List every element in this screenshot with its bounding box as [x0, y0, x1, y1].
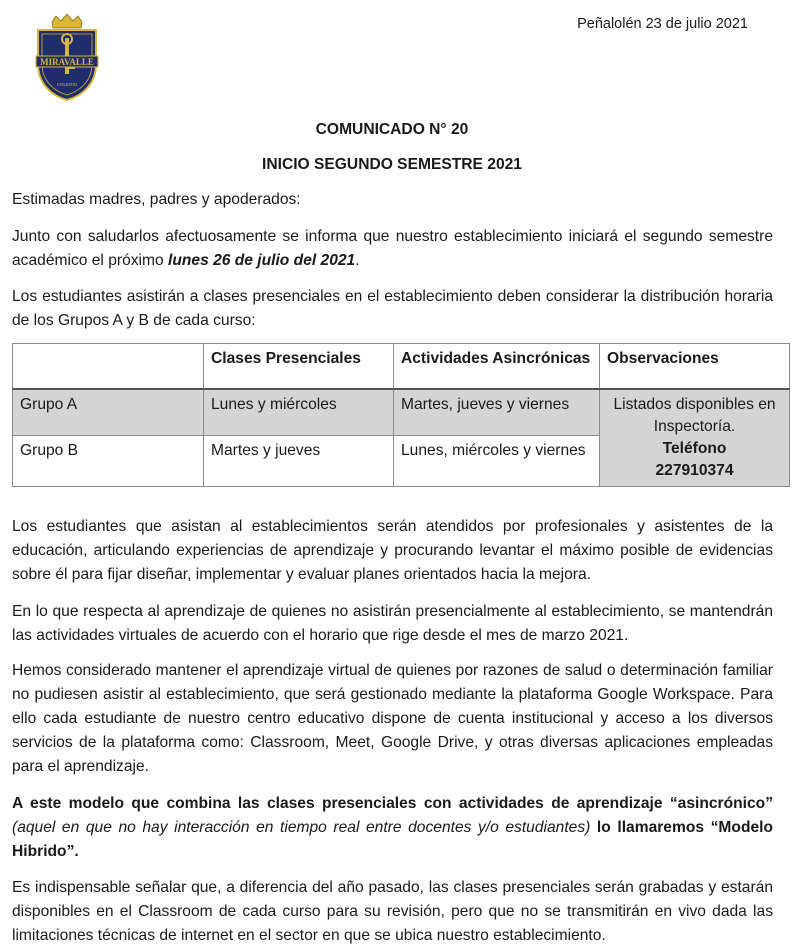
hybrid-text-c: lo llamaremos “Modelo Hibrido”. [12, 819, 773, 860]
paragraph-text: Junto con saludarlos afectuosamente se informa que nuestro establecimiento iniciará el segundo semestre académico el próximo [12, 228, 773, 269]
date-line: Peñalolén 23 de julio 2021 [577, 16, 748, 32]
paragraph-workspace: Hemos considerado mantener el aprendizaje virtual de quienes por razones de salud o determinación familiar no pudiesen asistir al establecimiento, que será gestionado mediante la plataforma Google Workspace. Para ello cada estudiante de nuestro centro educativo dispone de cuenta institucional y acceso a los diversos servicios de la plataforma como: Classroom, Meet, Google Drive, y otras diversas aplicaciones empleadas para el aprendizaje. [12, 662, 773, 775]
paragraph-groups-intro: Los estudiantes asistirán a clases presenciales en el establecimiento deben considerar la distribución horaria de los Grupos A y B de cada curso: [12, 288, 773, 329]
table-cell: Martes y jueves [204, 436, 394, 487]
group-name-cell: Grupo B [13, 436, 204, 487]
table-header-cell [13, 344, 204, 390]
greeting: Estimadas madres, padres y apoderados: [12, 191, 301, 208]
group-name-cell: Grupo A [13, 389, 204, 436]
paragraph-virtual: En lo que respecta al aprendizaje de quienes no asistirán presencialmente al establecimiento, se mantendrán las actividades virtuales de acuerdo con el horario que rige desde el mes de marzo 2021. [12, 603, 773, 644]
logo-subtext: COLEGIO [56, 82, 78, 87]
comunicado-title: COMUNICADO N° 20 [315, 121, 469, 138]
table-cell: Lunes, miércoles y viernes [394, 436, 600, 487]
crown-icon [52, 14, 82, 28]
hybrid-text-b: (aquel en que no hay interacción en tiempo real entre docentes y/o estudiantes) [12, 819, 591, 836]
subject-title: INICIO SEGUNDO SEMESTRE 2021 [262, 156, 522, 173]
start-date-emphasis: lunes 26 de julio del 2021 [168, 252, 356, 269]
paragraph-hybrid-model [12, 792, 773, 864]
observaciones-text: Listados disponibles en Inspectoría. [613, 396, 776, 435]
table-header-cell: Observaciones [600, 344, 790, 390]
paragraph-end: . [355, 252, 360, 269]
observaciones-cell [600, 389, 790, 487]
paragraph-start-date [12, 225, 773, 273]
telefono-label: Teléfono [662, 440, 727, 457]
school-crest-logo [34, 14, 100, 102]
logo-text: MIRAVALLE [40, 57, 94, 67]
table-row [13, 389, 790, 436]
table-header-cell: Actividades Asincrónicas [394, 344, 600, 390]
schedule-table [12, 343, 790, 487]
table-cell: Martes, jueves y viernes [394, 389, 600, 436]
table-cell: Lunes y miércoles [204, 389, 394, 436]
table-header-cell: Clases Presenciales [204, 344, 394, 390]
paragraph-attendance: Los estudiantes que asistan al establecimientos serán atendidos por profesionales y asistentes de la educación, articulando experiencias de aprendizaje y procurando levantar el máximo posible de evidencias sobre él para fijar diseñar, implementar y evaluar planes orientados hacia la mejora. [12, 518, 773, 583]
telefono-number: 227910374 [655, 462, 734, 479]
hybrid-text-a: A este modelo que combina las clases presenciales con actividades de aprendizaje “asincrónico” [12, 795, 773, 812]
paragraph-recordings: Es indispensable señalar que, a diferencia del año pasado, las clases presenciales serán grabadas y estarán disponibles en el Classroom de cada curso para su revisión, pero que no se transmitirán en vivo dada las limitaciones técnicas de internet en el sector en que se ubica nuestro establecimiento. [12, 879, 773, 944]
table-header-row [13, 344, 790, 390]
